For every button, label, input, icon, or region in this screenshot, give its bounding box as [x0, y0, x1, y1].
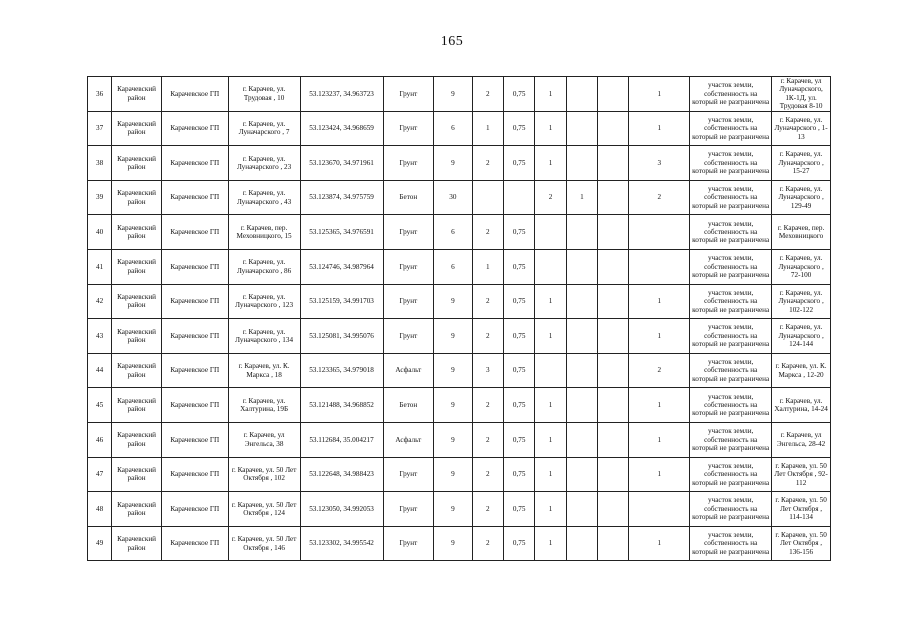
count-cell-13: 1	[629, 319, 690, 354]
count-cell-12	[598, 111, 629, 146]
container-volume-cell: 0,75	[503, 526, 534, 561]
container-volume-cell: 0,75	[503, 319, 534, 354]
address-cell: г. Карачев, ул. К. Маркса , 18	[228, 353, 300, 388]
count-cell-12	[598, 250, 629, 285]
area-cell: 30	[434, 180, 472, 215]
settlement-cell: Карачевское ГП	[161, 111, 228, 146]
table-row	[88, 492, 831, 527]
count-cell-13	[629, 250, 690, 285]
count-cell-11	[566, 526, 597, 561]
settlement-cell: Карачевское ГП	[161, 422, 228, 457]
container-volume-cell: 0,75	[503, 215, 534, 250]
district-cell: Карачевский район	[112, 492, 162, 527]
coordinates-cell: 53.123424, 34.968659	[300, 111, 383, 146]
count-cell-10: 1	[535, 526, 566, 561]
registry-rows	[88, 77, 831, 561]
served-objects-cell: г. Карачев, ул. 50 Лет Октября , 136-156	[772, 526, 831, 561]
coordinates-cell: 53.123874, 34.975759	[300, 180, 383, 215]
coordinates-cell: 53.125365, 34.976591	[300, 215, 383, 250]
settlement-cell: Карачевское ГП	[161, 284, 228, 319]
container-volume-cell: 0,75	[503, 388, 534, 423]
containers-count-cell: 2	[472, 319, 503, 354]
count-cell-10	[535, 250, 566, 285]
row-number-cell: 43	[88, 319, 112, 354]
served-objects-cell: г. Карачев, ул. Луначарского , 15-27	[772, 146, 831, 181]
count-cell-11	[566, 422, 597, 457]
table-row	[88, 180, 831, 215]
owner-cell: участок земли, собственность на который не разграничена	[690, 250, 772, 285]
address-cell: г. Карачев, ул. 50 Лет Октября , 146	[228, 526, 300, 561]
district-cell: Карачевский район	[112, 388, 162, 423]
owner-cell: участок земли, собственность на который не разграничена	[690, 492, 772, 527]
surface-type-cell: Бетон	[383, 180, 434, 215]
coordinates-cell: 53.123365, 34.979018	[300, 353, 383, 388]
settlement-cell: Карачевское ГП	[161, 388, 228, 423]
row-number-cell: 48	[88, 492, 112, 527]
containers-count-cell: 2	[472, 388, 503, 423]
count-cell-11	[566, 146, 597, 181]
owner-cell: участок земли, собственность на который не разграничена	[690, 353, 772, 388]
settlement-cell: Карачевское ГП	[161, 180, 228, 215]
address-cell: г. Карачев, пер. Меховницкого, 15	[228, 215, 300, 250]
served-objects-cell: г. Карачев, пер. Меховницкого	[772, 215, 831, 250]
area-cell: 9	[434, 353, 472, 388]
owner-cell: участок земли, собственность на который не разграничена	[690, 215, 772, 250]
district-cell: Карачевский район	[112, 319, 162, 354]
count-cell-12	[598, 492, 629, 527]
row-number-cell: 41	[88, 250, 112, 285]
count-cell-10: 1	[535, 422, 566, 457]
count-cell-12	[598, 388, 629, 423]
settlement-cell: Карачевское ГП	[161, 353, 228, 388]
count-cell-13: 3	[629, 146, 690, 181]
district-cell: Карачевский район	[112, 77, 162, 112]
area-cell: 6	[434, 111, 472, 146]
area-cell: 9	[434, 146, 472, 181]
surface-type-cell: Грунт	[383, 215, 434, 250]
containers-count-cell: 1	[472, 111, 503, 146]
table-row	[88, 353, 831, 388]
containers-count-cell: 2	[472, 457, 503, 492]
count-cell-12	[598, 422, 629, 457]
registry-table	[87, 76, 831, 561]
served-objects-cell: г. Карачев, ул. Луначарского , 1-13	[772, 111, 831, 146]
count-cell-11	[566, 77, 597, 112]
address-cell: г. Карачев, ул. Луначарского , 123	[228, 284, 300, 319]
containers-count-cell: 2	[472, 215, 503, 250]
count-cell-10: 1	[535, 388, 566, 423]
count-cell-13	[629, 215, 690, 250]
container-volume-cell: 0,75	[503, 146, 534, 181]
container-volume-cell: 0,75	[503, 422, 534, 457]
count-cell-12	[598, 457, 629, 492]
area-cell: 9	[434, 284, 472, 319]
area-cell: 9	[434, 77, 472, 112]
settlement-cell: Карачевское ГП	[161, 77, 228, 112]
owner-cell: участок земли, собственность на который не разграничена	[690, 77, 772, 112]
row-number-cell: 37	[88, 111, 112, 146]
surface-type-cell: Грунт	[383, 457, 434, 492]
count-cell-11	[566, 457, 597, 492]
count-cell-13: 1	[629, 388, 690, 423]
settlement-cell: Карачевское ГП	[161, 457, 228, 492]
count-cell-13: 1	[629, 284, 690, 319]
count-cell-10: 2	[535, 180, 566, 215]
row-number-cell: 38	[88, 146, 112, 181]
container-volume-cell: 0,75	[503, 250, 534, 285]
coordinates-cell: 53.123670, 34.971961	[300, 146, 383, 181]
coordinates-cell: 53.123050, 34.992053	[300, 492, 383, 527]
district-cell: Карачевский район	[112, 180, 162, 215]
surface-type-cell: Грунт	[383, 146, 434, 181]
row-number-cell: 49	[88, 526, 112, 561]
surface-type-cell: Бетон	[383, 388, 434, 423]
count-cell-10: 1	[535, 77, 566, 112]
count-cell-11	[566, 319, 597, 354]
container-volume-cell: 0,75	[503, 111, 534, 146]
surface-type-cell: Грунт	[383, 284, 434, 319]
district-cell: Карачевский район	[112, 284, 162, 319]
table-row	[88, 388, 831, 423]
area-cell: 9	[434, 388, 472, 423]
count-cell-13: 1	[629, 526, 690, 561]
table-row	[88, 250, 831, 285]
area-cell: 9	[434, 422, 472, 457]
table-row	[88, 526, 831, 561]
row-number-cell: 47	[88, 457, 112, 492]
row-number-cell: 45	[88, 388, 112, 423]
area-cell: 6	[434, 215, 472, 250]
row-number-cell: 39	[88, 180, 112, 215]
count-cell-12	[598, 526, 629, 561]
count-cell-12	[598, 353, 629, 388]
address-cell: г. Карачев, ул Энгельса, 38	[228, 422, 300, 457]
owner-cell: участок земли, собственность на который не разграничена	[690, 388, 772, 423]
district-cell: Карачевский район	[112, 353, 162, 388]
owner-cell: участок земли, собственность на который не разграничена	[690, 146, 772, 181]
settlement-cell: Карачевское ГП	[161, 146, 228, 181]
district-cell: Карачевский район	[112, 422, 162, 457]
containers-count-cell: 2	[472, 284, 503, 319]
served-objects-cell: г. Карачев, ул. Халтурина, 14-24	[772, 388, 831, 423]
count-cell-11	[566, 284, 597, 319]
count-cell-12	[598, 215, 629, 250]
row-number-cell: 40	[88, 215, 112, 250]
containers-count-cell	[472, 180, 503, 215]
containers-count-cell: 2	[472, 77, 503, 112]
surface-type-cell: Грунт	[383, 111, 434, 146]
count-cell-11	[566, 492, 597, 527]
served-objects-cell: г. Карачев, ул Энгельса, 28-42	[772, 422, 831, 457]
surface-type-cell: Асфальт	[383, 353, 434, 388]
coordinates-cell: 53.125159, 34.991703	[300, 284, 383, 319]
owner-cell: участок земли, собственность на который не разграничена	[690, 422, 772, 457]
served-objects-cell: г. Карачев, ул. 50 Лет Октября , 114-134	[772, 492, 831, 527]
served-objects-cell: г. Карачев, ул. Луначарского , 102-122	[772, 284, 831, 319]
address-cell: г. Карачев, ул. Луначарского , 7	[228, 111, 300, 146]
count-cell-13	[629, 492, 690, 527]
address-cell: г. Карачев, ул. Халтурина, 19Б	[228, 388, 300, 423]
count-cell-12	[598, 180, 629, 215]
count-cell-13: 1	[629, 111, 690, 146]
container-volume-cell: 0,75	[503, 353, 534, 388]
containers-count-cell: 2	[472, 526, 503, 561]
address-cell: г. Карачев, ул. Трудовая , 10	[228, 77, 300, 112]
settlement-cell: Карачевское ГП	[161, 250, 228, 285]
container-volume-cell: 0,75	[503, 77, 534, 112]
settlement-cell: Карачевское ГП	[161, 319, 228, 354]
containers-count-cell: 2	[472, 492, 503, 527]
coordinates-cell: 53.124746, 34.987964	[300, 250, 383, 285]
settlement-cell: Карачевское ГП	[161, 215, 228, 250]
row-number-cell: 44	[88, 353, 112, 388]
surface-type-cell: Асфальт	[383, 422, 434, 457]
owner-cell: участок земли, собственность на который не разграничена	[690, 526, 772, 561]
settlement-cell: Карачевское ГП	[161, 492, 228, 527]
table-row	[88, 111, 831, 146]
district-cell: Карачевский район	[112, 250, 162, 285]
containers-count-cell: 3	[472, 353, 503, 388]
served-objects-cell: г. Карачев, ул. Луначарского , 124-144	[772, 319, 831, 354]
coordinates-cell: 53.125081, 34.995076	[300, 319, 383, 354]
address-cell: г. Карачев, ул. 50 Лет Октября , 124	[228, 492, 300, 527]
coordinates-cell: 53.112684, 35.004217	[300, 422, 383, 457]
container-volume-cell: 0,75	[503, 457, 534, 492]
surface-type-cell: Грунт	[383, 526, 434, 561]
served-objects-cell: г. Карачев, ул. Луначарского , 129-49	[772, 180, 831, 215]
served-objects-cell: г. Карачев, ул. К. Маркса , 12-20	[772, 353, 831, 388]
count-cell-12	[598, 77, 629, 112]
coordinates-cell: 53.121488, 34.968852	[300, 388, 383, 423]
container-volume-cell: 0,75	[503, 492, 534, 527]
page-number: 165	[440, 34, 464, 49]
row-number-cell: 46	[88, 422, 112, 457]
owner-cell: участок земли, собственность на который не разграничена	[690, 457, 772, 492]
table-row	[88, 77, 831, 112]
coordinates-cell: 53.123237, 34.963723	[300, 77, 383, 112]
container-volume-cell	[503, 180, 534, 215]
address-cell: г. Карачев, ул. Луначарского , 86	[228, 250, 300, 285]
count-cell-11: 1	[566, 180, 597, 215]
owner-cell: участок земли, собственность на который не разграничена	[690, 180, 772, 215]
served-objects-cell: г. Карачев, ул. Луначарского , 72-100	[772, 250, 831, 285]
settlement-cell: Карачевское ГП	[161, 526, 228, 561]
surface-type-cell: Грунт	[383, 250, 434, 285]
count-cell-10: 1	[535, 111, 566, 146]
container-volume-cell: 0,75	[503, 284, 534, 319]
table-row	[88, 319, 831, 354]
count-cell-12	[598, 319, 629, 354]
containers-count-cell: 2	[472, 422, 503, 457]
count-cell-10: 1	[535, 284, 566, 319]
served-objects-cell: г. Карачев, ул. 50 Лет Октября , 92-112	[772, 457, 831, 492]
table-row	[88, 146, 831, 181]
row-number-cell: 36	[88, 77, 112, 112]
containers-count-cell: 2	[472, 146, 503, 181]
count-cell-13: 2	[629, 180, 690, 215]
count-cell-13: 1	[629, 422, 690, 457]
area-cell: 6	[434, 250, 472, 285]
count-cell-11	[566, 215, 597, 250]
count-cell-10: 1	[535, 492, 566, 527]
district-cell: Карачевский район	[112, 146, 162, 181]
surface-type-cell: Грунт	[383, 492, 434, 527]
owner-cell: участок земли, собственность на который не разграничена	[690, 319, 772, 354]
owner-cell: участок земли, собственность на который не разграничена	[690, 284, 772, 319]
count-cell-10: 1	[535, 457, 566, 492]
count-cell-10	[535, 353, 566, 388]
count-cell-11	[566, 388, 597, 423]
table-row	[88, 284, 831, 319]
coordinates-cell: 53.122648, 34.988423	[300, 457, 383, 492]
address-cell: г. Карачев, ул. Луначарского , 23	[228, 146, 300, 181]
address-cell: г. Карачев, ул. Луначарского , 43	[228, 180, 300, 215]
table-row	[88, 215, 831, 250]
count-cell-10: 1	[535, 319, 566, 354]
district-cell: Карачевский район	[112, 215, 162, 250]
count-cell-12	[598, 284, 629, 319]
count-cell-12	[598, 146, 629, 181]
coordinates-cell: 53.123302, 34.995542	[300, 526, 383, 561]
count-cell-10	[535, 215, 566, 250]
table-row	[88, 422, 831, 457]
surface-type-cell: Грунт	[383, 319, 434, 354]
count-cell-13: 1	[629, 457, 690, 492]
count-cell-13: 2	[629, 353, 690, 388]
containers-count-cell: 1	[472, 250, 503, 285]
count-cell-13: 1	[629, 77, 690, 112]
count-cell-11	[566, 353, 597, 388]
area-cell: 9	[434, 526, 472, 561]
count-cell-11	[566, 111, 597, 146]
table-row	[88, 457, 831, 492]
district-cell: Карачевский район	[112, 111, 162, 146]
count-cell-10: 1	[535, 146, 566, 181]
address-cell: г. Карачев, ул. 50 Лет Октября , 102	[228, 457, 300, 492]
district-cell: Карачевский район	[112, 457, 162, 492]
district-cell: Карачевский район	[112, 526, 162, 561]
address-cell: г. Карачев, ул. Луначарского , 134	[228, 319, 300, 354]
area-cell: 9	[434, 457, 472, 492]
count-cell-11	[566, 250, 597, 285]
surface-type-cell: Грунт	[383, 77, 434, 112]
owner-cell: участок земли, собственность на который не разграничена	[690, 111, 772, 146]
served-objects-cell: г. Карачев, ул Луначарского, 1К-1Д, ул. Трудовая 8-10	[772, 77, 831, 112]
row-number-cell: 42	[88, 284, 112, 319]
area-cell: 9	[434, 492, 472, 527]
area-cell: 9	[434, 319, 472, 354]
